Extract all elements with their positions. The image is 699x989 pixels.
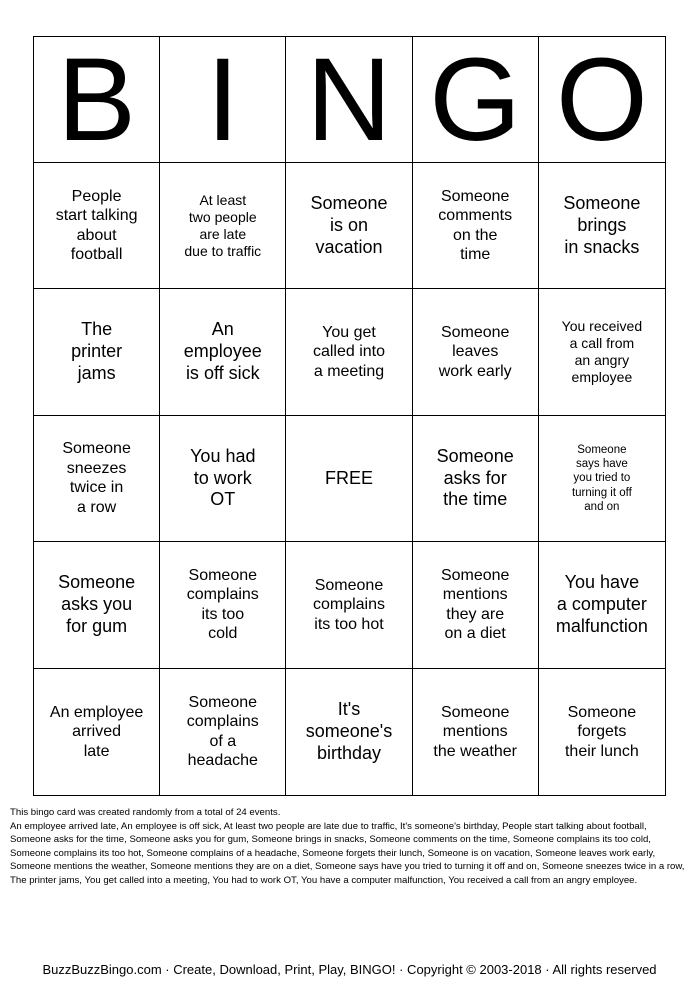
bingo-square (539, 163, 665, 289)
square-text: Someone says have you tried to turning it off and on (571, 444, 632, 513)
square-text: You have a computer malfunction (555, 571, 648, 636)
square-text: Someone asks you for gum (58, 571, 136, 636)
bingo-square (160, 669, 286, 795)
header-letter-i: I (160, 37, 286, 163)
square-text: An employee is off sick (183, 319, 262, 384)
bingo-square (34, 669, 160, 795)
bingo-square (34, 163, 160, 289)
event-count-note: This bingo card was created randomly from a total of 24 events. (10, 807, 281, 818)
square-text: Someone complains of a headache (186, 693, 259, 770)
bingo-square (286, 542, 412, 668)
square-text: Someone sneezes twice in a row (62, 440, 131, 516)
square-text: You received a call from an angry employee (561, 317, 643, 386)
square-text: You get called into a meeting (312, 323, 386, 380)
header-letter-g: G (413, 37, 539, 163)
bingo-square (413, 289, 539, 415)
header-letter-n: N (286, 37, 412, 163)
bingo-square (160, 163, 286, 289)
bingo-square (286, 163, 412, 289)
header-letter-b: B (34, 37, 160, 163)
square-text: Someone forgets their lunch (564, 703, 639, 760)
square-text: Someone complains its too hot (312, 576, 385, 633)
square-text: At least two people are late due to traffic (184, 191, 262, 259)
square-text: Someone mentions they are on a diet (440, 566, 510, 643)
square-text: An employee arrived late (49, 703, 144, 760)
bingo-square (413, 669, 539, 795)
bingo-square (413, 542, 539, 668)
bingo-square (286, 289, 412, 415)
bingo-square (34, 416, 160, 542)
square-text: Someone mentions the weather (433, 703, 517, 760)
bingo-square (34, 289, 160, 415)
bingo-square (539, 669, 665, 795)
square-text: People start talking about football (55, 187, 138, 264)
bingo-square (413, 163, 539, 289)
event-list: An employee arrived late, An employee is off sick, At least two people are late due to traffic, It's someone's birthday, People start talking about football, Someone asks for the time, Someone asks you for gum, Someone brings in snacks, Someone comments on the time, Someone complains its too cold, Someone complains its too hot, Someone complains of a headache, Someone forgets their lunch, Someone is on vacation, Someone leaves work early, Someone mentions the weather, Someone mentions they are on a diet, Someone says have you tried to turning it off and on, Someone sneezes twice in a row, The printer jams, You get called into a meeting, You had to work OT, You have a computer malfunction, You received a call from an angry employee. (10, 820, 685, 886)
square-text: Someone brings in snacks (563, 192, 641, 257)
square-text: The printer jams (71, 319, 123, 384)
site-footer: BuzzBuzzBingo.com · Create, Download, Print, Play, BINGO! · Copyright © 2003-2018 · All rights reserved (42, 962, 657, 977)
bingo-square (160, 542, 286, 668)
bingo-square (286, 669, 412, 795)
header-letter-o: O (539, 37, 665, 163)
bingo-square (160, 416, 286, 542)
bingo-square (160, 289, 286, 415)
square-text: Someone is on vacation (310, 192, 388, 257)
bingo-square (413, 416, 539, 542)
square-text: FREE (324, 467, 373, 488)
square-text: It's someone's birthday (305, 698, 393, 763)
square-text: You had to work OT (190, 445, 256, 510)
square-text: Someone complains its too cold (186, 566, 259, 643)
bingo-card (33, 36, 666, 796)
square-text: Someone comments on the time (438, 187, 513, 264)
square-text: Someone leaves work early (438, 323, 512, 380)
free-space (286, 416, 412, 542)
bingo-square (539, 542, 665, 668)
bingo-square (539, 416, 665, 542)
square-text: Someone asks for the time (436, 445, 514, 510)
event-info (10, 806, 690, 887)
bingo-square (539, 289, 665, 415)
bingo-square (34, 542, 160, 668)
